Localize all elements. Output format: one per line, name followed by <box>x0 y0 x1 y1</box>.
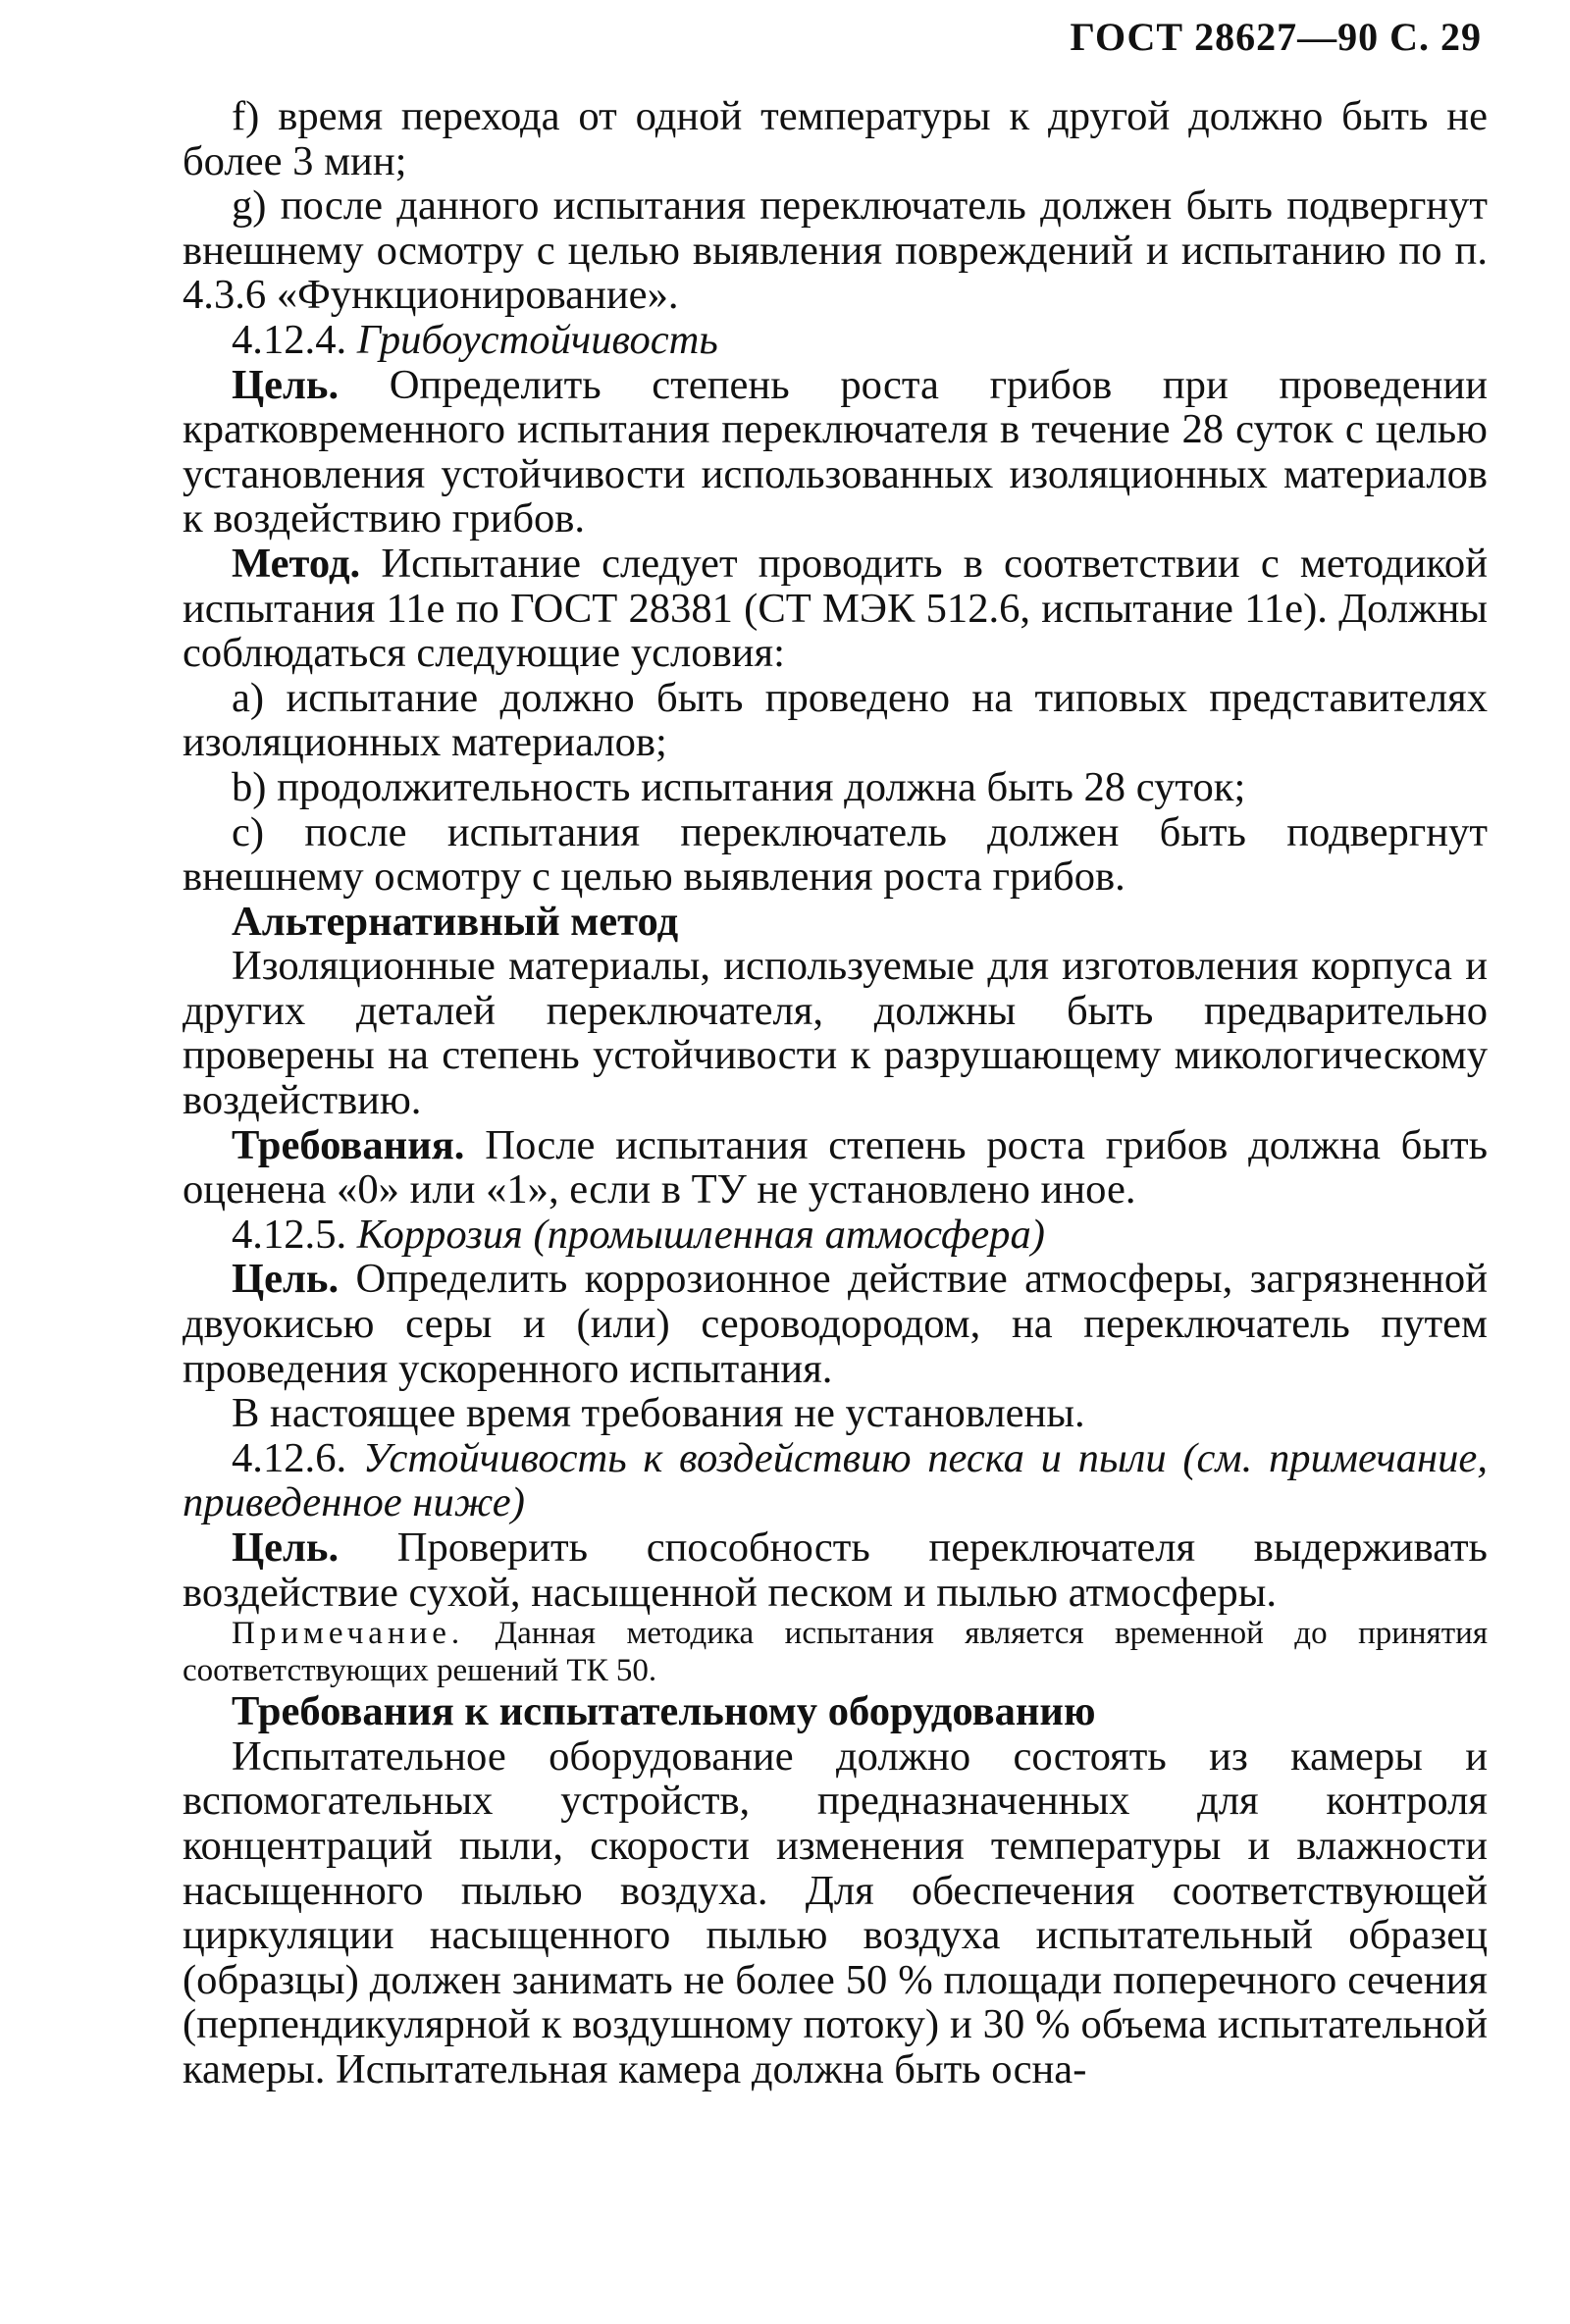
method-text: Испытание следует проводить в соответствии с методикой испытания 11е по ГОСТ 28381 (СТ МЭК 512.6, испытание 11е). Должны соблюдаться следующие условия: <box>183 540 1489 677</box>
section-number: 4.12.6. <box>232 1434 347 1481</box>
section-4-12-5-heading <box>183 1213 1488 1258</box>
section-number: 4.12.5. <box>232 1211 347 1258</box>
goal-paragraph <box>183 1525 1488 1615</box>
goal-label: Цель. <box>232 1524 340 1571</box>
section-title: Коррозия (промышленная атмосфера) <box>356 1211 1045 1258</box>
document-body <box>183 94 1488 2092</box>
goal-text: Проверить способность переключателя выдерживать воздействие сухой, насыщенной песком и пылью атмосферы. <box>183 1524 1488 1616</box>
goal-paragraph <box>183 363 1488 542</box>
section-4-12-4-heading <box>183 318 1488 363</box>
section-title: Грибоустойчивость <box>356 316 718 363</box>
goal-text: Определить степень роста грибов при проведении кратковременного испытания переключателя в течение 28 суток с целью установления устойчивости использованных изоляционных материалов к воздействию грибов. <box>183 361 1488 542</box>
goal-paragraph <box>183 1257 1488 1391</box>
goal-label: Цель. <box>232 1256 340 1303</box>
goal-label: Цель. <box>232 361 340 408</box>
list-item-b: b) продолжительность испытания должна быть 28 суток; <box>232 763 1246 810</box>
running-header: ГОСТ 28627—90 С. 29 <box>1070 15 1482 59</box>
note-text: Данная методика испытания является временной до принятия соответствующих решений ТК 50. <box>183 1616 1488 1689</box>
list-item-a: а) испытание должно быть проведено на типовых представителях изоляционных материалов; <box>183 674 1488 766</box>
equipment-requirements-heading: Требования к испытательному оборудованию <box>232 1688 1096 1735</box>
note-label: Примечание. <box>232 1616 465 1652</box>
section-title: Устойчивость к воздействию песка и пыли (см. примечание, приведенное ниже) <box>183 1434 1488 1526</box>
method-paragraph <box>183 542 1488 676</box>
list-item-g: g) после данного испытания переключатель должен быть подвергнут внешнему осмотру с целью выявления повреждений и испытанию по п. 4.3.6 «Функционирование». <box>183 182 1488 319</box>
goal-text: Определить коррозионное действие атмосферы, загрязненной двуокисью серы и (или) сероводородом, на переключатель путем проведения ускоренного испытания. <box>183 1256 1488 1392</box>
method-label: Метод. <box>232 540 361 587</box>
section-number: 4.12.4. <box>232 316 347 363</box>
alternative-method-heading: Альтернативный метод <box>232 898 679 945</box>
note-paragraph <box>183 1615 1488 1689</box>
list-item-f: f) время перехода от одной температуры к другой должно быть не более 3 мин; <box>183 93 1488 184</box>
status-paragraph: В настоящее время требования не установлены. <box>232 1390 1085 1437</box>
section-4-12-6-heading <box>183 1436 1488 1525</box>
alternative-method-text: Изоляционные материалы, используемые для изготовления корпуса и других деталей переключателя, должны быть предварительно проверены на степень устойчивости к разрушающему микологическому воздействию. <box>183 943 1488 1124</box>
equipment-requirements-text: Испытательное оборудование должно состоять из камеры и вспомогательных устройств, предназначенных для контроля концентраций пыли, скорости изменения температуры и влажности насыщенного пылью воздуха. Для обеспечения соответствующей циркуляции насыщенного пылью воздуха испытательный образец (образцы) должен занимать не более 50 % площади поперечного сечения (перпендикулярной к воздушному потоку) и 30 % объема испытательной камеры. Испытательная камера должна быть осна- <box>183 1732 1488 2092</box>
requirements-text: После испытания степень роста грибов должна быть оценена «0» или «1», если в ТУ не установлено иное. <box>183 1121 1488 1214</box>
requirements-label: Требования. <box>232 1121 465 1168</box>
list-item-c: с) после испытания переключатель должен быть подвергнут внешнему осмотру с целью выявления роста грибов. <box>183 808 1488 901</box>
requirements-paragraph <box>183 1123 1488 1213</box>
